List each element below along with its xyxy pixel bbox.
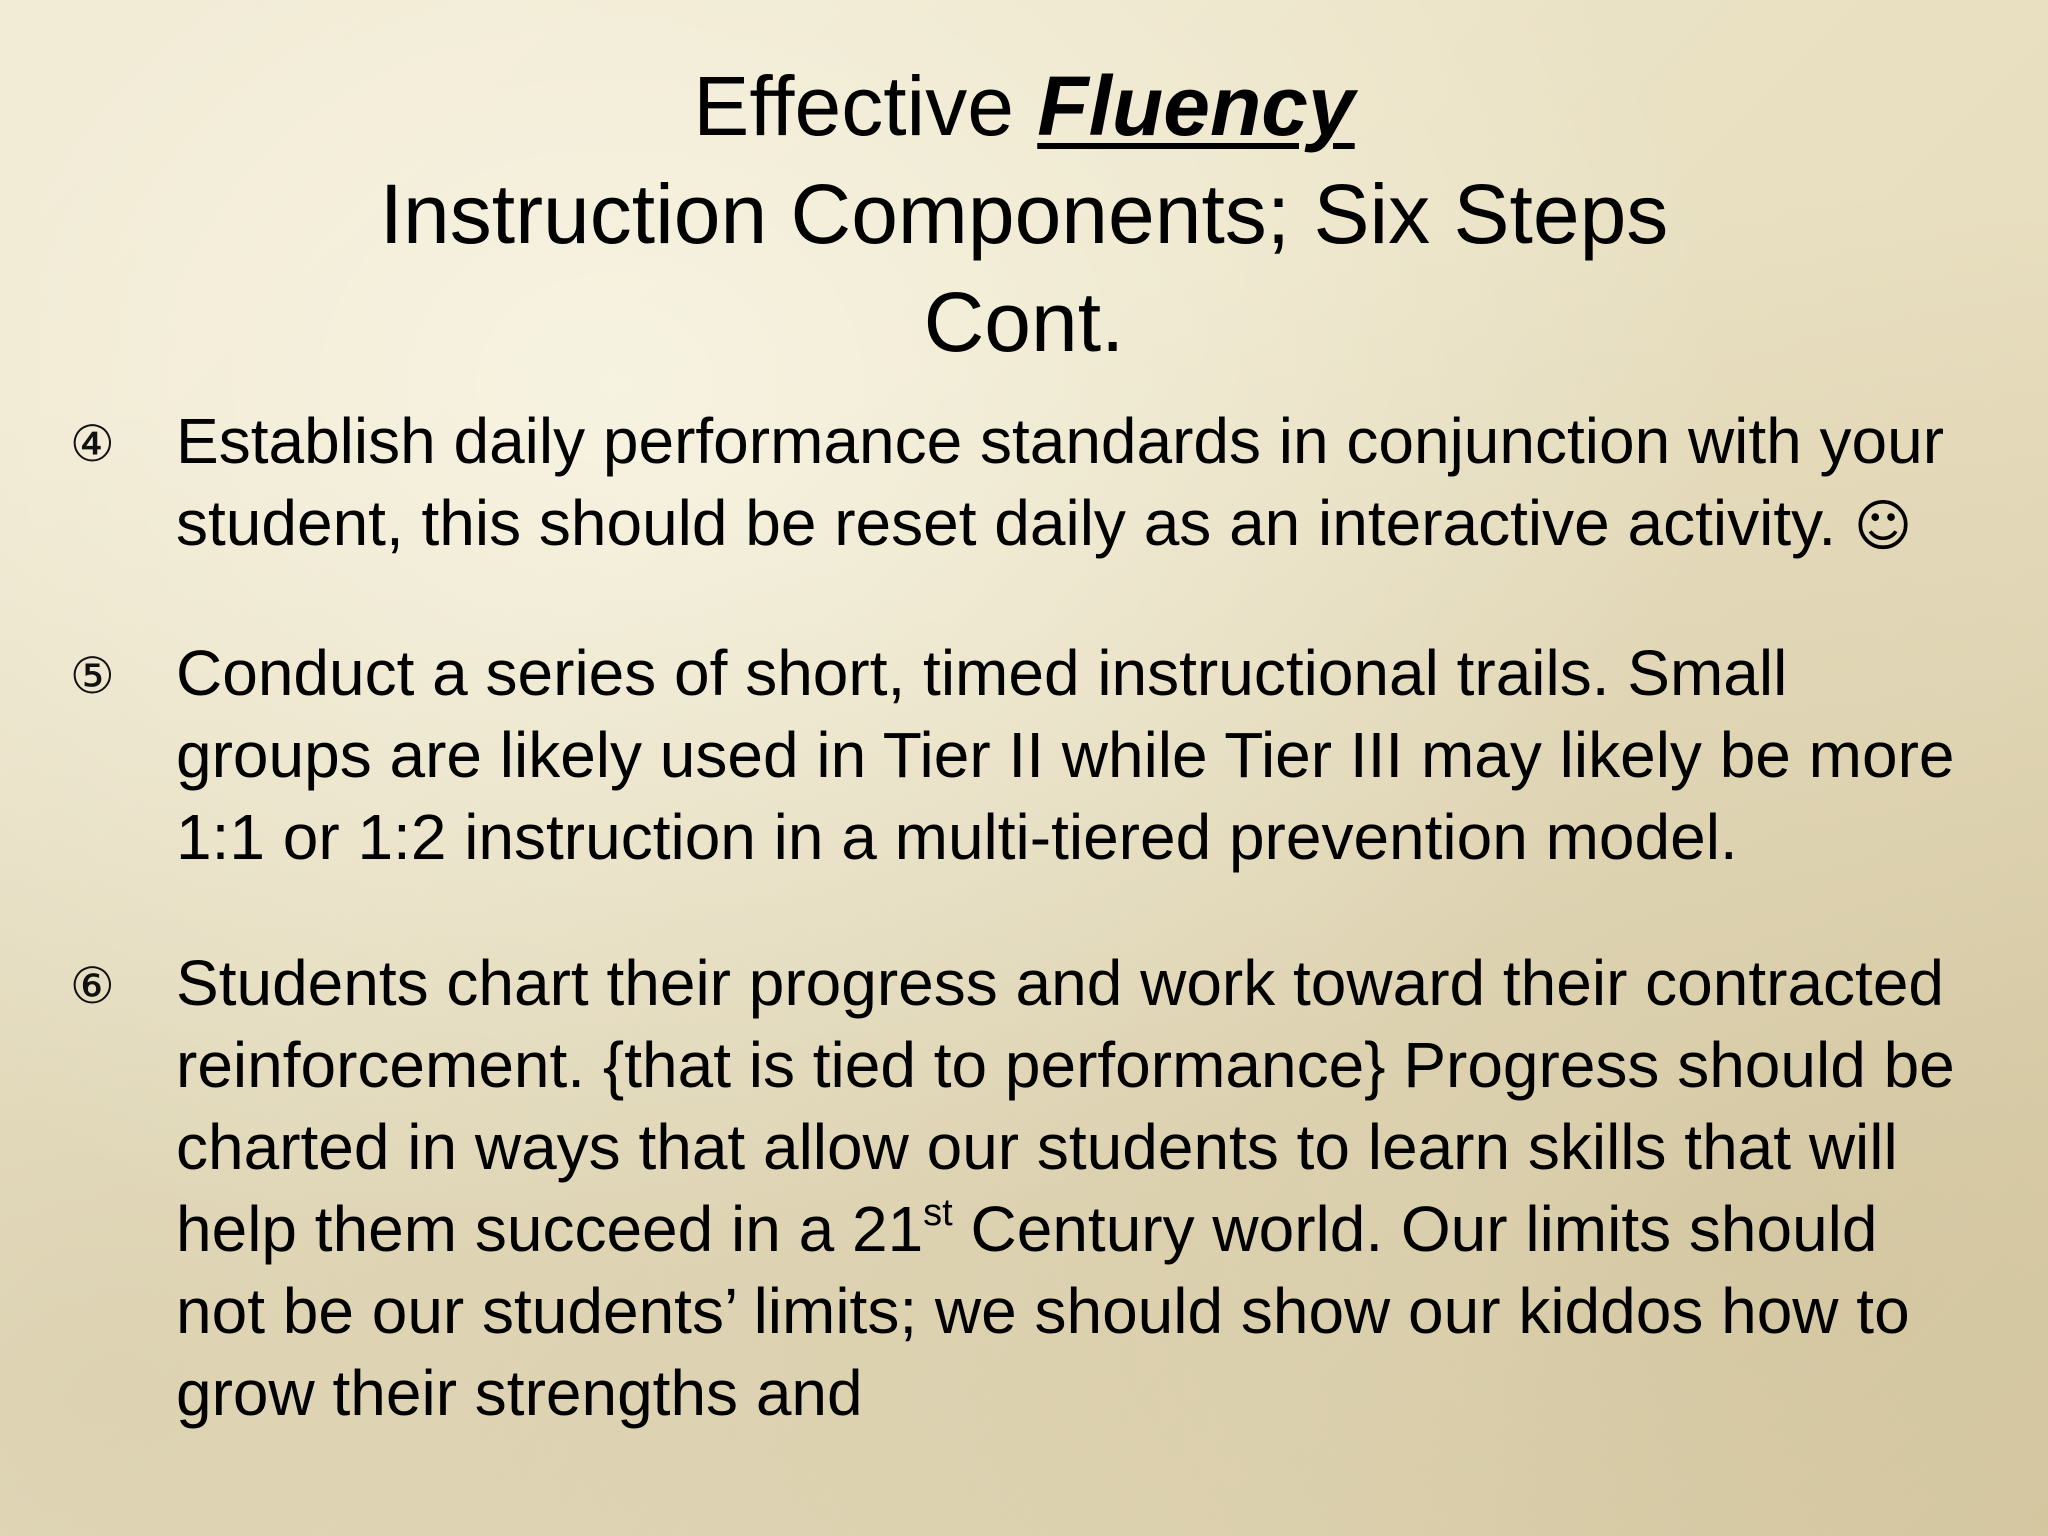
title-line-3: Cont. xyxy=(923,275,1125,369)
step-body-6-part-1: Students chart their progress and work toward their contracted reinforcement. {that is tied to performance} Progress should be charted in ways that allow our students to learn skills that will help them succeed in a 21 xyxy=(176,947,1955,1265)
title-line-2: Instruction Components; Six Steps xyxy=(379,167,1669,261)
step-number-5: ⑤ xyxy=(70,647,115,705)
step-body-6-part-2: Century world. Our limits should not be our students’ limits; we should show our kiddos how to grow their strengths and xyxy=(176,1193,1910,1429)
step-list xyxy=(0,400,2048,1498)
step-item-4 xyxy=(0,400,2048,568)
step-item-5 xyxy=(0,632,2048,878)
step-number-4: ④ xyxy=(70,415,115,473)
step-number-6: ⑥ xyxy=(70,957,115,1015)
step-body-4: Establish daily performance standards in conjunction with your student, this should be reset daily as an interactive activity. xyxy=(176,405,1945,559)
title-emphasis: Fluency xyxy=(1037,59,1355,153)
smiley-icon: ☺ xyxy=(1853,494,1913,559)
title-line-1 xyxy=(200,52,1848,160)
step-text-5: Conduct a series of short, timed instructional trails. Small groups are likely used in Tier II while Tier III may likely be more 1:1 or 1:2 instruction in a multi-tiered prevention model. xyxy=(176,637,1955,873)
slide-title xyxy=(200,52,1848,376)
step-item-6 xyxy=(0,942,2048,1434)
title-prefix: Effective xyxy=(693,59,1038,153)
step-text-4 xyxy=(176,400,1976,568)
step-text-6 xyxy=(176,942,1976,1434)
ordinal-suffix: st xyxy=(923,1192,953,1234)
